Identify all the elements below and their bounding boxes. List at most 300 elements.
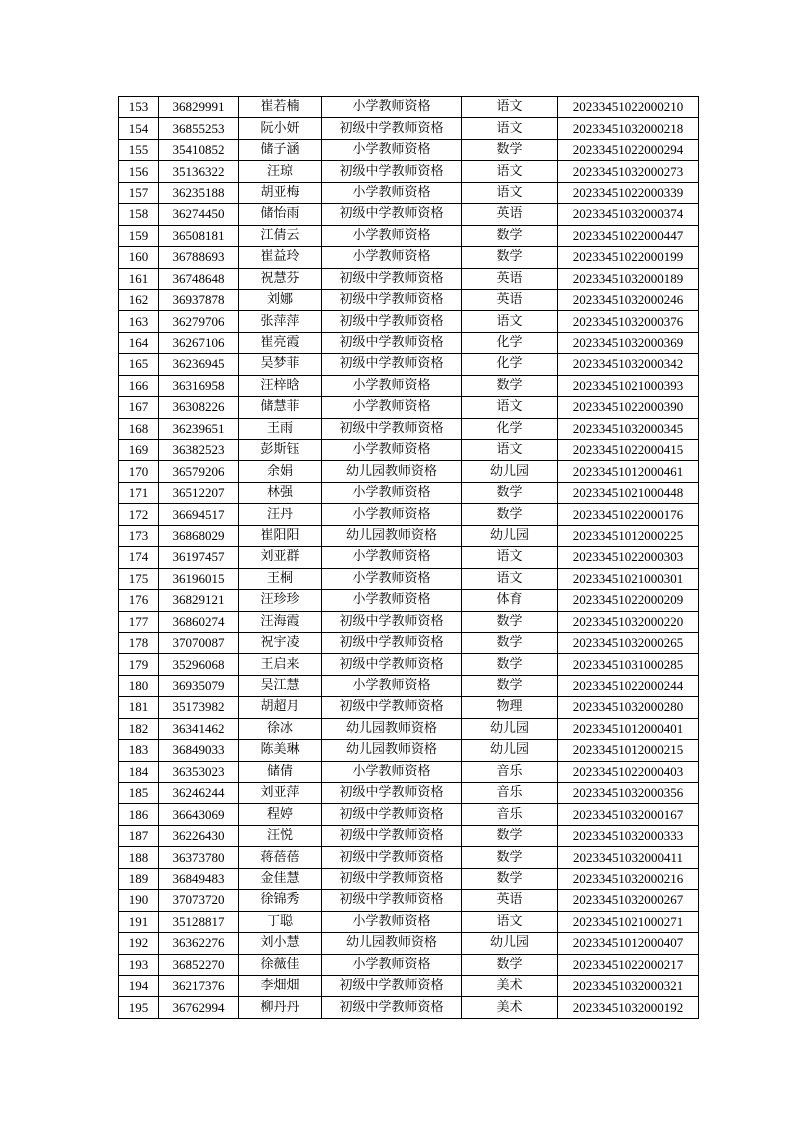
- subject-cell: 语文: [462, 97, 558, 118]
- exam-number-cell: 36217376: [159, 975, 239, 996]
- subject-cell: 语文: [462, 397, 558, 418]
- name-cell: 汪丹: [239, 504, 322, 525]
- qualification-cell: 初级中学教师资格: [322, 783, 462, 804]
- row-index-cell: 159: [119, 225, 159, 246]
- table-row: [119, 868, 699, 889]
- row-index-cell: 170: [119, 461, 159, 482]
- subject-cell: 英语: [462, 289, 558, 310]
- exam-number-cell: 37073720: [159, 890, 239, 911]
- name-cell: 储慧菲: [239, 397, 322, 418]
- certificate-number-cell: 20233451012000401: [558, 718, 699, 739]
- table-row: [119, 161, 699, 182]
- certificate-number-cell: 20233451022000403: [558, 761, 699, 782]
- qualification-cell: 初级中学教师资格: [322, 997, 462, 1018]
- row-index-cell: 166: [119, 375, 159, 396]
- exam-number-cell: 35173982: [159, 697, 239, 718]
- exam-number-cell: 36353023: [159, 761, 239, 782]
- name-cell: 汪珍珍: [239, 590, 322, 611]
- exam-number-cell: 36362276: [159, 933, 239, 954]
- table-row: [119, 632, 699, 653]
- qualification-cell: 小学教师资格: [322, 182, 462, 203]
- qualification-cell: 幼儿园教师资格: [322, 525, 462, 546]
- subject-cell: 数学: [462, 225, 558, 246]
- qualification-cell: 初级中学教师资格: [322, 697, 462, 718]
- row-index-cell: 191: [119, 911, 159, 932]
- row-index-cell: 162: [119, 289, 159, 310]
- name-cell: 徐锦秀: [239, 890, 322, 911]
- row-index-cell: 178: [119, 632, 159, 653]
- name-cell: 汪海霞: [239, 611, 322, 632]
- name-cell: 徐冰: [239, 718, 322, 739]
- row-index-cell: 193: [119, 954, 159, 975]
- certificate-number-cell: 20233451022000210: [558, 97, 699, 118]
- qualification-cell: 幼儿园教师资格: [322, 718, 462, 739]
- qualification-cell: 初级中学教师资格: [322, 654, 462, 675]
- exam-number-cell: 36508181: [159, 225, 239, 246]
- exam-number-cell: 36762994: [159, 997, 239, 1018]
- row-index-cell: 183: [119, 740, 159, 761]
- row-index-cell: 179: [119, 654, 159, 675]
- table-row: [119, 718, 699, 739]
- qualification-cell: 小学教师资格: [322, 375, 462, 396]
- subject-cell: 数学: [462, 825, 558, 846]
- subject-cell: 语文: [462, 161, 558, 182]
- table-row: [119, 525, 699, 546]
- certificate-number-cell: 20233451032000216: [558, 868, 699, 889]
- subject-cell: 语文: [462, 440, 558, 461]
- name-cell: 崔益玲: [239, 247, 322, 268]
- row-index-cell: 169: [119, 440, 159, 461]
- row-index-cell: 165: [119, 354, 159, 375]
- exam-number-cell: 36512207: [159, 482, 239, 503]
- subject-cell: 数学: [462, 139, 558, 160]
- roster-body: [119, 97, 699, 1019]
- exam-number-cell: 36937878: [159, 289, 239, 310]
- name-cell: 崔阳阳: [239, 525, 322, 546]
- row-index-cell: 188: [119, 847, 159, 868]
- subject-cell: 幼儿园: [462, 933, 558, 954]
- qualification-cell: 初级中学教师资格: [322, 204, 462, 225]
- exam-number-cell: 35128817: [159, 911, 239, 932]
- qualification-cell: 小学教师资格: [322, 139, 462, 160]
- row-index-cell: 176: [119, 590, 159, 611]
- exam-number-cell: 36829991: [159, 97, 239, 118]
- table-row: [119, 504, 699, 525]
- row-index-cell: 173: [119, 525, 159, 546]
- certificate-number-cell: 20233451032000369: [558, 332, 699, 353]
- table-row: [119, 225, 699, 246]
- table-row: [119, 139, 699, 160]
- exam-number-cell: 36274450: [159, 204, 239, 225]
- name-cell: 储怡雨: [239, 204, 322, 225]
- table-row: [119, 118, 699, 139]
- subject-cell: 语文: [462, 311, 558, 332]
- exam-number-cell: 36829121: [159, 590, 239, 611]
- table-row: [119, 590, 699, 611]
- exam-number-cell: 36748648: [159, 268, 239, 289]
- exam-number-cell: 36935079: [159, 675, 239, 696]
- exam-number-cell: 36246244: [159, 783, 239, 804]
- qualification-cell: 幼儿园教师资格: [322, 740, 462, 761]
- name-cell: 刘亚萍: [239, 783, 322, 804]
- table-row: [119, 97, 699, 118]
- certificate-number-cell: 20233451032000220: [558, 611, 699, 632]
- certificate-number-cell: 20233451022000303: [558, 547, 699, 568]
- certificate-number-cell: 20233451032000374: [558, 204, 699, 225]
- exam-number-cell: 36196015: [159, 568, 239, 589]
- row-index-cell: 184: [119, 761, 159, 782]
- row-index-cell: 153: [119, 97, 159, 118]
- certificate-number-cell: 20233451022000339: [558, 182, 699, 203]
- exam-number-cell: 36197457: [159, 547, 239, 568]
- certificate-number-cell: 20233451022000415: [558, 440, 699, 461]
- qualification-cell: 小学教师资格: [322, 675, 462, 696]
- certificate-number-cell: 20233451032000342: [558, 354, 699, 375]
- table-row: [119, 783, 699, 804]
- exam-number-cell: 36788693: [159, 247, 239, 268]
- exam-number-cell: 36852270: [159, 954, 239, 975]
- qualification-cell: 幼儿园教师资格: [322, 461, 462, 482]
- qualification-cell: 幼儿园教师资格: [322, 933, 462, 954]
- name-cell: 祝慧芬: [239, 268, 322, 289]
- table-row: [119, 247, 699, 268]
- certificate-number-cell: 20233451022000390: [558, 397, 699, 418]
- certificate-number-cell: 20233451032000265: [558, 632, 699, 653]
- subject-cell: 数学: [462, 482, 558, 503]
- exam-number-cell: 36236945: [159, 354, 239, 375]
- table-row: [119, 761, 699, 782]
- table-row: [119, 911, 699, 932]
- table-row: [119, 568, 699, 589]
- qualification-cell: 初级中学教师资格: [322, 868, 462, 889]
- certificate-number-cell: 20233451032000192: [558, 997, 699, 1018]
- name-cell: 储倩: [239, 761, 322, 782]
- subject-cell: 物理: [462, 697, 558, 718]
- name-cell: 胡超月: [239, 697, 322, 718]
- subject-cell: 语文: [462, 118, 558, 139]
- exam-number-cell: 36868029: [159, 525, 239, 546]
- row-index-cell: 189: [119, 868, 159, 889]
- subject-cell: 幼儿园: [462, 740, 558, 761]
- row-index-cell: 172: [119, 504, 159, 525]
- name-cell: 江倩云: [239, 225, 322, 246]
- exam-number-cell: 36849033: [159, 740, 239, 761]
- exam-number-cell: 36235188: [159, 182, 239, 203]
- qualification-cell: 初级中学教师资格: [322, 418, 462, 439]
- exam-number-cell: 35296068: [159, 654, 239, 675]
- qualification-cell: 初级中学教师资格: [322, 289, 462, 310]
- name-cell: 张萍萍: [239, 311, 322, 332]
- certificate-number-cell: 20233451021000301: [558, 568, 699, 589]
- exam-number-cell: 35410852: [159, 139, 239, 160]
- qualification-cell: 初级中学教师资格: [322, 825, 462, 846]
- qualification-cell: 小学教师资格: [322, 954, 462, 975]
- table-row: [119, 182, 699, 203]
- name-cell: 丁聪: [239, 911, 322, 932]
- exam-number-cell: 36860274: [159, 611, 239, 632]
- qualification-cell: 初级中学教师资格: [322, 118, 462, 139]
- row-index-cell: 156: [119, 161, 159, 182]
- subject-cell: 美术: [462, 997, 558, 1018]
- row-index-cell: 177: [119, 611, 159, 632]
- subject-cell: 化学: [462, 418, 558, 439]
- table-row: [119, 804, 699, 825]
- certificate-number-cell: 20233451032000280: [558, 697, 699, 718]
- qualification-cell: 初级中学教师资格: [322, 332, 462, 353]
- table-row: [119, 997, 699, 1018]
- exam-number-cell: 36316958: [159, 375, 239, 396]
- name-cell: 刘小慧: [239, 933, 322, 954]
- subject-cell: 数学: [462, 868, 558, 889]
- certificate-number-cell: 20233451032000321: [558, 975, 699, 996]
- name-cell: 汪悦: [239, 825, 322, 846]
- qualification-cell: 初级中学教师资格: [322, 847, 462, 868]
- row-index-cell: 163: [119, 311, 159, 332]
- name-cell: 王雨: [239, 418, 322, 439]
- row-index-cell: 157: [119, 182, 159, 203]
- exam-number-cell: 36855253: [159, 118, 239, 139]
- name-cell: 林强: [239, 482, 322, 503]
- row-index-cell: 181: [119, 697, 159, 718]
- certificate-number-cell: 20233451032000189: [558, 268, 699, 289]
- table-row: [119, 933, 699, 954]
- certificate-number-cell: 20233451021000448: [558, 482, 699, 503]
- table-row: [119, 440, 699, 461]
- table-row: [119, 289, 699, 310]
- name-cell: 蒋蓓蓓: [239, 847, 322, 868]
- subject-cell: 化学: [462, 354, 558, 375]
- row-index-cell: 174: [119, 547, 159, 568]
- table-row: [119, 740, 699, 761]
- subject-cell: 体育: [462, 590, 558, 611]
- exam-number-cell: 35136322: [159, 161, 239, 182]
- qualification-cell: 小学教师资格: [322, 225, 462, 246]
- subject-cell: 语文: [462, 568, 558, 589]
- table-row: [119, 611, 699, 632]
- qualification-cell: 初级中学教师资格: [322, 975, 462, 996]
- table-row: [119, 397, 699, 418]
- qualification-cell: 小学教师资格: [322, 761, 462, 782]
- row-index-cell: 182: [119, 718, 159, 739]
- name-cell: 王启来: [239, 654, 322, 675]
- name-cell: 柳丹丹: [239, 997, 322, 1018]
- qualification-cell: 初级中学教师资格: [322, 890, 462, 911]
- subject-cell: 数学: [462, 504, 558, 525]
- subject-cell: 语文: [462, 547, 558, 568]
- certificate-number-cell: 20233451032000376: [558, 311, 699, 332]
- name-cell: 彭斯钰: [239, 440, 322, 461]
- subject-cell: 幼儿园: [462, 718, 558, 739]
- certificate-number-cell: 20233451032000345: [558, 418, 699, 439]
- qualification-cell: 初级中学教师资格: [322, 632, 462, 653]
- certificate-number-cell: 20233451032000333: [558, 825, 699, 846]
- table-row: [119, 975, 699, 996]
- qualification-cell: 小学教师资格: [322, 590, 462, 611]
- exam-number-cell: 36579206: [159, 461, 239, 482]
- subject-cell: 音乐: [462, 783, 558, 804]
- qualification-cell: 小学教师资格: [322, 547, 462, 568]
- exam-number-cell: 36382523: [159, 440, 239, 461]
- row-index-cell: 185: [119, 783, 159, 804]
- row-index-cell: 158: [119, 204, 159, 225]
- subject-cell: 数学: [462, 375, 558, 396]
- exam-number-cell: 36643069: [159, 804, 239, 825]
- qualification-cell: 小学教师资格: [322, 397, 462, 418]
- name-cell: 储子涵: [239, 139, 322, 160]
- row-index-cell: 180: [119, 675, 159, 696]
- certificate-number-cell: 20233451012000407: [558, 933, 699, 954]
- exam-number-cell: 36694517: [159, 504, 239, 525]
- qualification-cell: 小学教师资格: [322, 482, 462, 503]
- table-row: [119, 354, 699, 375]
- subject-cell: 英语: [462, 204, 558, 225]
- row-index-cell: 194: [119, 975, 159, 996]
- certificate-number-cell: 20233451032000411: [558, 847, 699, 868]
- table-row: [119, 654, 699, 675]
- qualification-cell: 初级中学教师资格: [322, 161, 462, 182]
- roster-table: [118, 96, 699, 1019]
- subject-cell: 数学: [462, 675, 558, 696]
- certificate-number-cell: 20233451021000271: [558, 911, 699, 932]
- subject-cell: 幼儿园: [462, 461, 558, 482]
- certificate-number-cell: 20233451022000244: [558, 675, 699, 696]
- exam-number-cell: 36373780: [159, 847, 239, 868]
- row-index-cell: 175: [119, 568, 159, 589]
- certificate-number-cell: 20233451022000447: [558, 225, 699, 246]
- row-index-cell: 167: [119, 397, 159, 418]
- row-index-cell: 195: [119, 997, 159, 1018]
- qualification-cell: 初级中学教师资格: [322, 804, 462, 825]
- row-index-cell: 168: [119, 418, 159, 439]
- name-cell: 汪琼: [239, 161, 322, 182]
- subject-cell: 音乐: [462, 804, 558, 825]
- subject-cell: 数学: [462, 954, 558, 975]
- qualification-cell: 小学教师资格: [322, 911, 462, 932]
- certificate-number-cell: 20233451012000461: [558, 461, 699, 482]
- row-index-cell: 171: [119, 482, 159, 503]
- table-row: [119, 268, 699, 289]
- table-row: [119, 675, 699, 696]
- subject-cell: 数学: [462, 654, 558, 675]
- row-index-cell: 187: [119, 825, 159, 846]
- subject-cell: 数学: [462, 247, 558, 268]
- name-cell: 汪梓晗: [239, 375, 322, 396]
- exam-number-cell: 36308226: [159, 397, 239, 418]
- table-row: [119, 890, 699, 911]
- name-cell: 胡亚梅: [239, 182, 322, 203]
- name-cell: 刘亚群: [239, 547, 322, 568]
- table-row: [119, 547, 699, 568]
- table-row: [119, 375, 699, 396]
- exam-number-cell: 36267106: [159, 332, 239, 353]
- subject-cell: 美术: [462, 975, 558, 996]
- row-index-cell: 164: [119, 332, 159, 353]
- subject-cell: 语文: [462, 911, 558, 932]
- exam-number-cell: 36341462: [159, 718, 239, 739]
- row-index-cell: 186: [119, 804, 159, 825]
- row-index-cell: 154: [119, 118, 159, 139]
- name-cell: 陈美琳: [239, 740, 322, 761]
- qualification-cell: 小学教师资格: [322, 504, 462, 525]
- certificate-number-cell: 20233451031000285: [558, 654, 699, 675]
- name-cell: 崔若楠: [239, 97, 322, 118]
- table-row: [119, 697, 699, 718]
- table-row: [119, 461, 699, 482]
- certificate-number-cell: 20233451012000225: [558, 525, 699, 546]
- subject-cell: 数学: [462, 611, 558, 632]
- subject-cell: 化学: [462, 332, 558, 353]
- name-cell: 余娟: [239, 461, 322, 482]
- certificate-number-cell: 20233451022000176: [558, 504, 699, 525]
- certificate-number-cell: 20233451022000217: [558, 954, 699, 975]
- certificate-number-cell: 20233451012000215: [558, 740, 699, 761]
- qualification-cell: 初级中学教师资格: [322, 354, 462, 375]
- qualification-cell: 初级中学教师资格: [322, 611, 462, 632]
- table-row: [119, 482, 699, 503]
- name-cell: 王桐: [239, 568, 322, 589]
- certificate-number-cell: 20233451021000393: [558, 375, 699, 396]
- qualification-cell: 初级中学教师资格: [322, 268, 462, 289]
- subject-cell: 英语: [462, 268, 558, 289]
- exam-number-cell: 36226430: [159, 825, 239, 846]
- certificate-number-cell: 20233451032000356: [558, 783, 699, 804]
- subject-cell: 英语: [462, 890, 558, 911]
- subject-cell: 语文: [462, 182, 558, 203]
- row-index-cell: 190: [119, 890, 159, 911]
- qualification-cell: 小学教师资格: [322, 568, 462, 589]
- table-row: [119, 418, 699, 439]
- name-cell: 金佳慧: [239, 868, 322, 889]
- table-row: [119, 204, 699, 225]
- qualification-cell: 小学教师资格: [322, 97, 462, 118]
- name-cell: 祝宇凌: [239, 632, 322, 653]
- subject-cell: 数学: [462, 632, 558, 653]
- qualification-cell: 初级中学教师资格: [322, 311, 462, 332]
- exam-number-cell: 36279706: [159, 311, 239, 332]
- certificate-number-cell: 20233451032000267: [558, 890, 699, 911]
- certificate-number-cell: 20233451032000218: [558, 118, 699, 139]
- exam-number-cell: 37070087: [159, 632, 239, 653]
- subject-cell: 数学: [462, 847, 558, 868]
- name-cell: 吴江慧: [239, 675, 322, 696]
- name-cell: 程婷: [239, 804, 322, 825]
- subject-cell: 幼儿园: [462, 525, 558, 546]
- name-cell: 刘娜: [239, 289, 322, 310]
- certificate-number-cell: 20233451032000167: [558, 804, 699, 825]
- qualification-cell: 小学教师资格: [322, 247, 462, 268]
- name-cell: 阮小妍: [239, 118, 322, 139]
- row-index-cell: 192: [119, 933, 159, 954]
- exam-number-cell: 36849483: [159, 868, 239, 889]
- certificate-number-cell: 20233451032000246: [558, 289, 699, 310]
- certificate-number-cell: 20233451022000199: [558, 247, 699, 268]
- table-row: [119, 954, 699, 975]
- name-cell: 李畑畑: [239, 975, 322, 996]
- subject-cell: 音乐: [462, 761, 558, 782]
- name-cell: 崔亮霞: [239, 332, 322, 353]
- row-index-cell: 155: [119, 139, 159, 160]
- name-cell: 吴梦菲: [239, 354, 322, 375]
- certificate-number-cell: 20233451022000209: [558, 590, 699, 611]
- qualification-cell: 小学教师资格: [322, 440, 462, 461]
- table-row: [119, 332, 699, 353]
- table-row: [119, 311, 699, 332]
- row-index-cell: 161: [119, 268, 159, 289]
- certificate-number-cell: 20233451022000294: [558, 139, 699, 160]
- table-row: [119, 825, 699, 846]
- certificate-number-cell: 20233451032000273: [558, 161, 699, 182]
- name-cell: 徐薇佳: [239, 954, 322, 975]
